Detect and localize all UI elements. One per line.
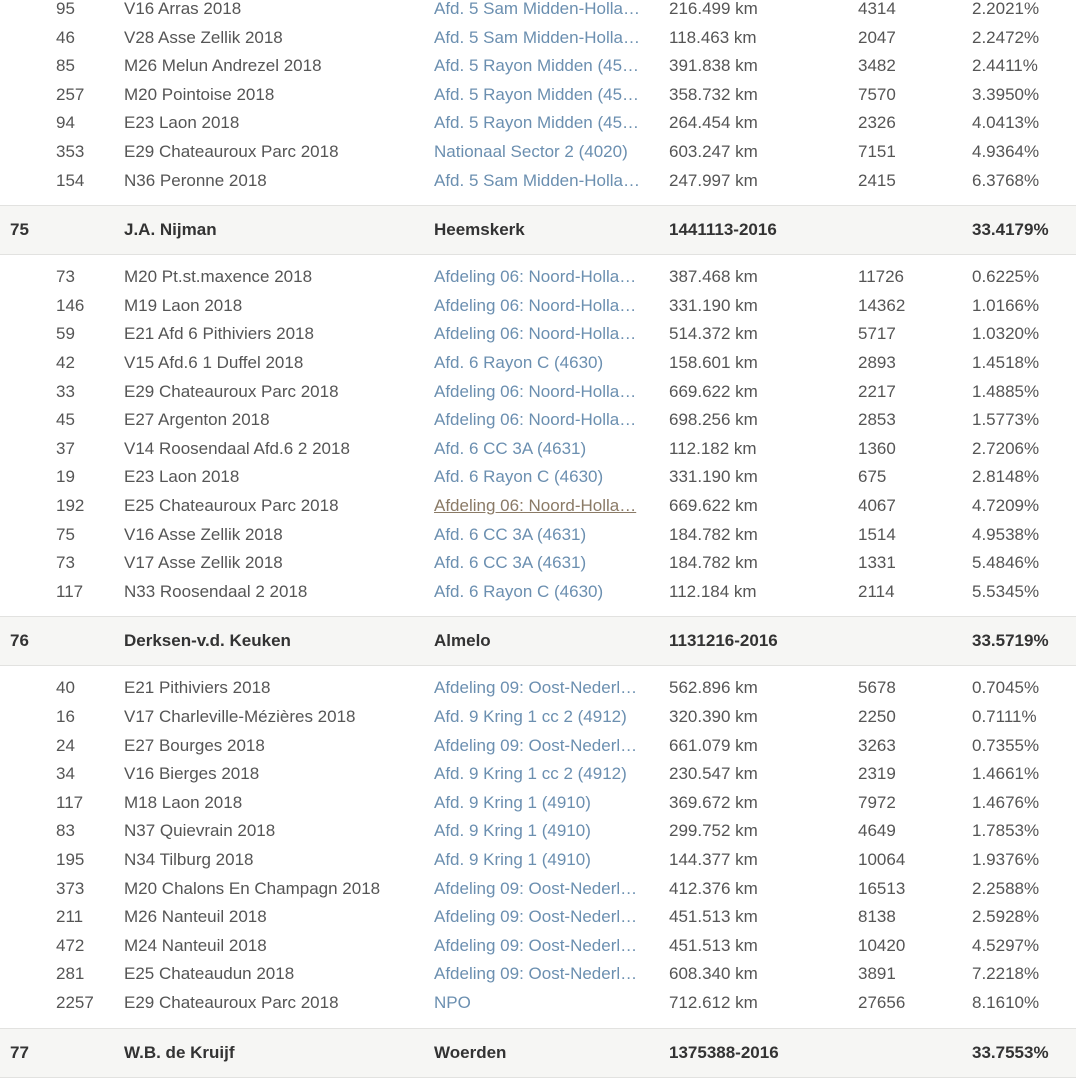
table-row	[0, 674, 1076, 702]
participants-cell: 7570	[858, 84, 896, 104]
distance-cell: 358.732 km	[669, 84, 758, 104]
distance-cell: 299.752 km	[669, 821, 758, 841]
participants-cell: 3482	[858, 56, 896, 76]
table-row	[0, 703, 1076, 731]
division-link[interactable]: Afd. 5 Rayon Midden (45…	[434, 56, 640, 76]
participants-cell: 2319	[858, 764, 896, 784]
division-link[interactable]: Afdeling 09: Oost-Nederl…	[434, 678, 638, 698]
race-name-cell: E29 Chateauroux Parc 2018	[124, 381, 339, 401]
division-link[interactable]: Afdeling 09: Oost-Nederl…	[434, 735, 638, 755]
distance-cell: 514.372 km	[669, 324, 758, 344]
position-cell: 45	[56, 410, 75, 430]
position-cell: 211	[56, 907, 84, 927]
summary-rank: 76	[10, 631, 29, 651]
participants-cell: 3891	[858, 964, 896, 984]
participants-cell: 2893	[858, 353, 896, 372]
table-row	[0, 903, 1076, 931]
table-row	[0, 378, 1076, 406]
participants-cell: 2250	[858, 707, 896, 726]
distance-cell: 698.256 km	[669, 410, 758, 430]
distance-cell: 158.601 km	[669, 353, 758, 372]
race-name-cell: E25 Chateauroux Parc 2018	[124, 496, 339, 515]
position-cell: 195	[56, 850, 85, 869]
division-link[interactable]: Nationaal Sector 2 (4020)	[434, 142, 628, 161]
participants-cell: 5678	[858, 678, 896, 698]
race-name-cell: E27 Argenton 2018	[124, 410, 270, 430]
participants-cell: 1331	[858, 553, 896, 573]
position-cell: 94	[56, 113, 75, 133]
table-row	[0, 320, 1076, 348]
participants-cell: 2415	[858, 170, 896, 190]
race-name-cell: E23 Laon 2018	[124, 467, 240, 487]
fancier-summary-row[interactable]	[0, 205, 1076, 255]
division-link[interactable]: Afdeling 06: Noord-Holla…	[434, 267, 637, 287]
participants-cell: 4649	[858, 821, 896, 841]
participants-cell: 7151	[858, 142, 896, 161]
race-name-cell: E29 Chateauroux Parc 2018	[124, 142, 339, 161]
distance-cell: 608.340 km	[669, 964, 758, 984]
table-row	[0, 109, 1076, 137]
distance-cell: 669.622 km	[669, 496, 758, 515]
race-name-cell: M19 Laon 2018	[124, 295, 243, 315]
participants-cell: 1360	[858, 438, 896, 458]
division-link[interactable]: Afd. 9 Kring 1 (4910)	[434, 792, 591, 812]
race-name-cell: E29 Chateauroux Parc 2018	[124, 993, 339, 1012]
participants-cell: 14362	[858, 295, 906, 315]
participants-cell: 16513	[858, 878, 906, 898]
table-row	[0, 263, 1076, 291]
division-link[interactable]: Afd. 6 Rayon C (4630)	[434, 467, 604, 487]
participants-cell: 675	[858, 467, 887, 487]
division-link[interactable]: Afd. 9 Kring 1 cc 2 (4912)	[434, 707, 627, 726]
percentage-cell: 1.7853%	[972, 821, 1040, 841]
table-row	[0, 875, 1076, 903]
table-row	[0, 521, 1076, 549]
table-row	[0, 81, 1076, 109]
position-cell: 281	[56, 964, 85, 984]
division-link[interactable]: Afd. 9 Kring 1 (4910)	[434, 850, 591, 869]
participants-cell: 2047	[858, 27, 896, 47]
distance-cell: 603.247 km	[669, 142, 758, 161]
position-cell: 257	[56, 84, 85, 104]
position-cell: 117	[56, 792, 84, 812]
position-cell: 75	[56, 524, 75, 544]
position-cell: 46	[56, 27, 75, 47]
fancier-summary-row[interactable]	[0, 1028, 1076, 1078]
race-name-cell: V16 Bierges 2018	[124, 764, 260, 784]
summary-percentage: 33.5719%	[972, 631, 1049, 651]
table-row	[0, 435, 1076, 463]
summary-rank: 77	[10, 1042, 29, 1062]
race-name-cell: V17 Charleville-Mézières 2018	[124, 707, 356, 726]
position-cell: 472	[56, 935, 85, 955]
position-cell: 19	[56, 467, 75, 487]
percentage-cell: 2.2021%	[972, 0, 1040, 18]
position-cell: 37	[56, 438, 75, 458]
division-link[interactable]: Afdeling 09: Oost-Nederl…	[434, 964, 638, 984]
table-row	[0, 760, 1076, 788]
division-link[interactable]: NPO	[434, 993, 471, 1012]
division-link[interactable]: Afd. 5 Rayon Midden (45…	[434, 113, 640, 133]
participants-cell: 11726	[858, 267, 905, 287]
race-name-cell: V16 Asse Zellik 2018	[124, 524, 283, 544]
percentage-cell: 1.0320%	[972, 324, 1040, 344]
distance-cell: 331.190 km	[669, 295, 758, 315]
division-link[interactable]: Afdeling 06: Noord-Holla…	[434, 324, 637, 344]
race-name-cell: E21 Pithiviers 2018	[124, 678, 271, 698]
fancier-name: Derksen-v.d. Keuken	[124, 631, 291, 651]
percentage-cell: 2.4411%	[972, 56, 1038, 76]
distance-cell: 230.547 km	[669, 764, 758, 784]
participants-cell: 27656	[858, 993, 906, 1012]
race-name-cell: V17 Asse Zellik 2018	[124, 553, 283, 573]
percentage-cell: 0.7045%	[972, 678, 1040, 698]
fancier-id: 1131216-2016	[669, 631, 778, 651]
fancier-id: 1441113-2016	[669, 220, 777, 240]
division-link[interactable]: Afd. 5 Sam Midden-Holla…	[434, 27, 640, 47]
participants-cell: 2114	[858, 581, 895, 601]
race-name-cell: V16 Arras 2018	[124, 0, 242, 18]
distance-cell: 369.672 km	[669, 792, 758, 812]
position-cell: 40	[56, 678, 75, 698]
race-name-cell: E27 Bourges 2018	[124, 735, 265, 755]
participants-cell: 8138	[858, 907, 896, 927]
percentage-cell: 4.9364%	[972, 142, 1040, 161]
distance-cell: 184.782 km	[669, 553, 758, 573]
table-row	[0, 960, 1076, 988]
division-link[interactable]: Afd. 6 Rayon C (4630)	[434, 581, 604, 601]
percentage-cell: 0.6225%	[972, 267, 1040, 287]
race-name-cell: N33 Roosendaal 2 2018	[124, 581, 308, 601]
division-link[interactable]: Afdeling 06: Noord-Holla…	[434, 381, 637, 401]
position-cell: 59	[56, 324, 75, 344]
distance-cell: 391.838 km	[669, 56, 758, 76]
position-cell: 24	[56, 735, 75, 755]
distance-cell: 144.377 km	[669, 850, 758, 869]
division-link[interactable]: Afdeling 09: Oost-Nederl…	[434, 935, 638, 955]
percentage-cell: 3.3950%	[972, 84, 1040, 104]
table-row	[0, 292, 1076, 320]
percentage-cell: 2.2588%	[972, 878, 1040, 898]
percentage-cell: 5.4846%	[972, 553, 1040, 573]
participants-cell: 1514	[858, 524, 896, 544]
table-row	[0, 989, 1076, 1017]
distance-cell: 247.997 km	[669, 170, 758, 190]
fancier-city: Heemskerk	[434, 220, 525, 240]
table-row	[0, 732, 1076, 760]
race-name-cell: N36 Peronne 2018	[124, 170, 267, 190]
distance-cell: 112.182 km	[669, 438, 757, 458]
division-link[interactable]: Afd. 5 Rayon Midden (45…	[434, 84, 640, 104]
summary-percentage: 33.7553%	[972, 1042, 1049, 1062]
position-cell: 146	[56, 295, 85, 315]
division-link[interactable]: Afd. 6 CC 3A (4631)	[434, 524, 587, 544]
race-name-cell: M18 Laon 2018	[124, 792, 243, 812]
position-cell: 95	[56, 0, 75, 18]
race-name-cell: V15 Afd.6 1 Duffel 2018	[124, 353, 304, 372]
race-name-cell: M20 Chalons En Champagn 2018	[124, 878, 381, 898]
distance-cell: 184.782 km	[669, 524, 758, 544]
division-link[interactable]: Afd. 6 Rayon C (4630)	[434, 353, 604, 372]
race-name-cell: M24 Nanteuil 2018	[124, 935, 267, 955]
division-link[interactable]: Afdeling 06: Noord-Holla…	[434, 496, 637, 515]
race-name-cell: M20 Pt.st.maxence 2018	[124, 267, 313, 287]
fancier-city: Almelo	[434, 631, 491, 651]
distance-cell: 562.896 km	[669, 678, 758, 698]
distance-cell: 387.468 km	[669, 267, 758, 287]
summary-rank: 75	[10, 220, 29, 240]
percentage-cell: 2.8148%	[972, 467, 1040, 487]
percentage-cell: 4.0413%	[972, 113, 1040, 133]
fancier-name: J.A. Nijman	[124, 220, 217, 240]
race-name-cell: E21 Afd 6 Pithiviers 2018	[124, 324, 314, 344]
distance-cell: 216.499 km	[669, 0, 758, 18]
percentage-cell: 4.7209%	[972, 496, 1040, 515]
percentage-cell: 1.9376%	[972, 850, 1040, 869]
position-cell: 2257	[56, 993, 94, 1012]
table-row	[0, 789, 1076, 817]
division-link[interactable]: Afd. 9 Kring 1 (4910)	[434, 821, 591, 841]
distance-cell: 661.079 km	[669, 735, 758, 755]
race-name-cell: M20 Pointoise 2018	[124, 84, 275, 104]
position-cell: 33	[56, 381, 75, 401]
participants-cell: 2326	[858, 113, 896, 133]
percentage-cell: 2.2472%	[972, 27, 1040, 47]
percentage-cell: 2.7206%	[972, 438, 1040, 458]
table-row	[0, 167, 1076, 195]
fancier-name: W.B. de Kruijf	[124, 1042, 235, 1062]
percentage-cell: 2.5928%	[972, 907, 1040, 927]
percentage-cell: 1.5773%	[972, 410, 1040, 430]
division-link[interactable]: Afdeling 06: Noord-Holla…	[434, 295, 637, 315]
table-row	[0, 138, 1076, 166]
table-row	[0, 846, 1076, 874]
division-link[interactable]: Afd. 5 Sam Midden-Holla…	[434, 170, 640, 190]
percentage-cell: 4.5297%	[972, 935, 1040, 955]
distance-cell: 264.454 km	[669, 113, 758, 133]
participants-cell: 5717	[858, 324, 896, 344]
distance-cell: 112.184 km	[669, 581, 757, 601]
table-row	[0, 52, 1076, 80]
position-cell: 73	[56, 553, 75, 573]
position-cell: 83	[56, 821, 75, 841]
position-cell: 192	[56, 496, 85, 515]
position-cell: 73	[56, 267, 75, 287]
distance-cell: 412.376 km	[669, 878, 758, 898]
table-row	[0, 406, 1076, 434]
table-row	[0, 463, 1076, 491]
division-link[interactable]: Afd. 6 CC 3A (4631)	[434, 438, 587, 458]
participants-cell: 4067	[858, 496, 896, 515]
percentage-cell: 0.7111%	[972, 707, 1037, 726]
distance-cell: 669.622 km	[669, 381, 758, 401]
table-row	[0, 24, 1076, 52]
division-link[interactable]: Afd. 6 CC 3A (4631)	[434, 553, 587, 573]
division-link[interactable]: Afdeling 09: Oost-Nederl…	[434, 878, 638, 898]
race-name-cell: V14 Roosendaal Afd.6 2 2018	[124, 438, 350, 458]
position-cell: 353	[56, 142, 85, 161]
race-name-cell: M26 Nanteuil 2018	[124, 907, 267, 927]
percentage-cell: 1.4885%	[972, 381, 1040, 401]
distance-cell: 118.463 km	[669, 27, 757, 47]
percentage-cell: 1.0166%	[972, 295, 1040, 315]
division-link[interactable]: Afd. 5 Sam Midden-Holla…	[434, 0, 640, 18]
division-link[interactable]: Afdeling 09: Oost-Nederl…	[434, 907, 638, 927]
distance-cell: 451.513 km	[669, 907, 758, 927]
position-cell: 154	[56, 170, 85, 190]
race-name-cell: V28 Asse Zellik 2018	[124, 27, 283, 47]
position-cell: 42	[56, 353, 75, 372]
position-cell: 117	[56, 581, 84, 601]
percentage-cell: 7.2218%	[972, 964, 1040, 984]
participants-cell: 10420	[858, 935, 906, 955]
table-row	[0, 549, 1076, 577]
percentage-cell: 8.1610%	[972, 993, 1040, 1012]
table-row	[0, 492, 1076, 520]
percentage-cell: 1.4676%	[972, 792, 1040, 812]
position-cell: 373	[56, 878, 85, 898]
table-row	[0, 0, 1076, 23]
table-row	[0, 349, 1076, 377]
distance-cell: 320.390 km	[669, 707, 758, 726]
table-row	[0, 932, 1076, 960]
participants-cell: 7972	[858, 792, 896, 812]
percentage-cell: 1.4518%	[972, 353, 1040, 372]
percentage-cell: 0.7355%	[972, 735, 1040, 755]
percentage-cell: 5.5345%	[972, 581, 1040, 601]
race-name-cell: E25 Chateaudun 2018	[124, 964, 295, 984]
participants-cell: 10064	[858, 850, 906, 869]
summary-percentage: 33.4179%	[972, 220, 1049, 240]
distance-cell: 331.190 km	[669, 467, 758, 487]
fancier-city: Woerden	[434, 1042, 507, 1062]
distance-cell: 712.612 km	[669, 993, 758, 1012]
percentage-cell: 1.4661%	[972, 764, 1040, 784]
position-cell: 16	[56, 707, 75, 726]
division-link[interactable]: Afdeling 06: Noord-Holla…	[434, 410, 637, 430]
distance-cell: 451.513 km	[669, 935, 758, 955]
fancier-summary-row[interactable]	[0, 616, 1076, 666]
participants-cell: 2853	[858, 410, 896, 430]
race-name-cell: E23 Laon 2018	[124, 113, 240, 133]
race-name-cell: N37 Quievrain 2018	[124, 821, 276, 841]
fancier-id: 1375388-2016	[669, 1042, 779, 1062]
participants-cell: 4314	[858, 0, 896, 18]
race-name-cell: M26 Melun Andrezel 2018	[124, 56, 322, 76]
percentage-cell: 6.3768%	[972, 170, 1040, 190]
percentage-cell: 4.9538%	[972, 524, 1040, 544]
participants-cell: 2217	[858, 381, 896, 401]
position-cell: 34	[56, 764, 75, 784]
position-cell: 85	[56, 56, 75, 76]
participants-cell: 3263	[858, 735, 896, 755]
race-name-cell: N34 Tilburg 2018	[124, 850, 254, 869]
table-row	[0, 817, 1076, 845]
division-link[interactable]: Afd. 9 Kring 1 cc 2 (4912)	[434, 764, 627, 784]
table-row	[0, 578, 1076, 606]
